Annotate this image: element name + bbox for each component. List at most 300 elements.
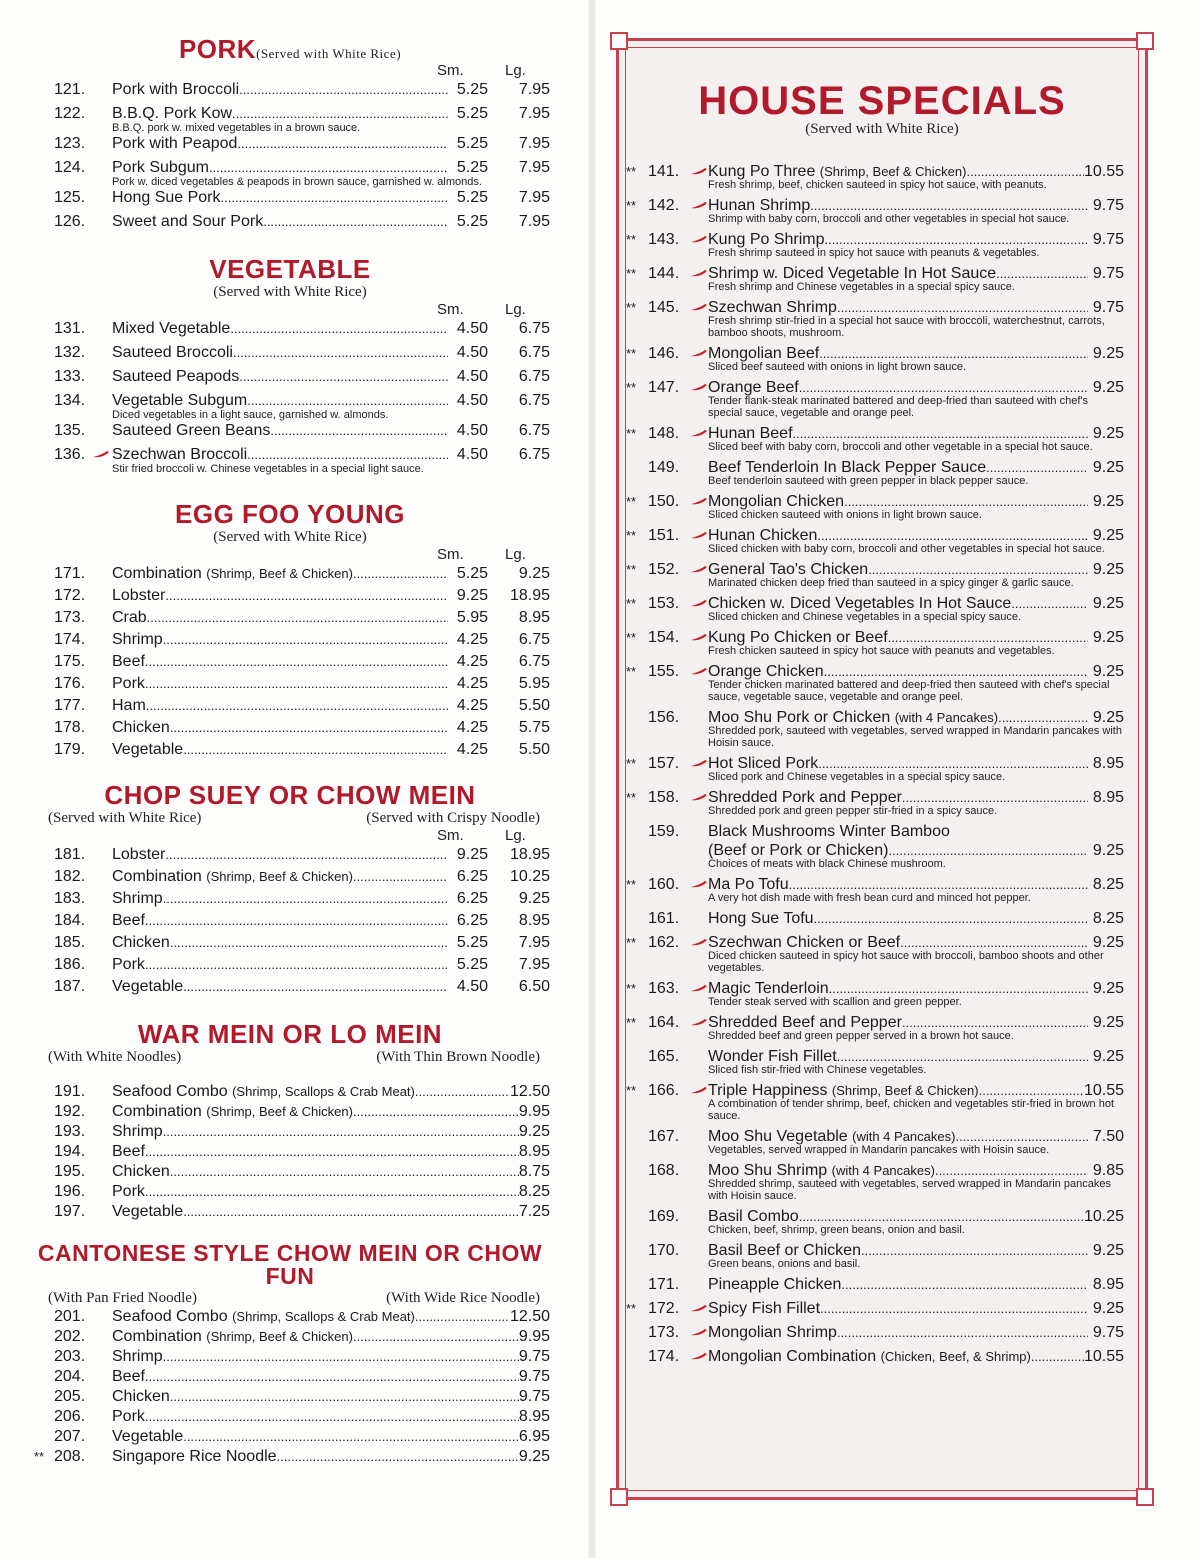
item-number: 174. (648, 1348, 680, 1365)
pork-column-headers (30, 62, 550, 80)
item-body (112, 564, 550, 584)
item-body (708, 264, 1124, 293)
item-name: Pork with Broccoli (112, 81, 240, 98)
item-name: Shrimp (112, 890, 163, 907)
dot-leader (1031, 1347, 1084, 1366)
item-name: Magic Tenderloin (708, 980, 829, 997)
item-line (112, 391, 550, 411)
item-name: Shrimp (112, 1348, 163, 1365)
small-size-header: Sm. (437, 827, 464, 844)
list-item (620, 1299, 1124, 1318)
item-body (112, 718, 550, 738)
item-body (708, 979, 1124, 1008)
item-line (112, 696, 550, 716)
item-body (112, 1082, 550, 1102)
item-price: 12.50 (509, 1083, 550, 1100)
small-price: 4.50 (456, 392, 488, 409)
signature-mark: ** (626, 380, 637, 395)
list-item (620, 594, 1124, 623)
item-name: Beef Tenderloin In Black Pepper Sauce (708, 459, 987, 476)
item-note: (Shrimp, Scallops & Crab Meat) (232, 1309, 415, 1324)
item-body (708, 526, 1124, 555)
list-item (620, 1127, 1124, 1156)
small-size-header: Sm. (437, 301, 464, 318)
item-body (708, 458, 1124, 487)
chili-pepper-icon (690, 303, 708, 311)
item-number: 176. (54, 675, 86, 692)
item-number: 154. (648, 629, 680, 646)
item-body (708, 298, 1124, 339)
item-number: 196. (54, 1183, 86, 1200)
dot-leader (165, 845, 448, 865)
item-name: Spicy Fish Fillet (708, 1300, 821, 1317)
war-mein-subtitle-right: (With Thin Brown Noodle) (376, 1049, 540, 1065)
house-specials-title: HOUSE SPECIALS (698, 79, 1066, 123)
chili-pepper-icon (92, 450, 110, 458)
dot-leader (165, 586, 448, 606)
item-line (112, 608, 550, 628)
item-name: Crab (112, 609, 147, 626)
dot-leader (837, 1323, 1088, 1342)
item-line (708, 1323, 1124, 1342)
item-name: B.B.Q. Pork Kow (112, 105, 233, 122)
item-line (112, 1182, 550, 1202)
item-name: Hot Sliced Pork (708, 755, 819, 772)
list-item (30, 445, 550, 475)
dot-leader (183, 740, 448, 760)
item-body (708, 1347, 1124, 1366)
signature-mark: ** (626, 981, 637, 996)
item-number: 172. (648, 1300, 680, 1317)
item-name: Beef (112, 653, 145, 670)
item-number: 156. (648, 709, 680, 726)
item-body (708, 909, 1124, 928)
large-price: 6.75 (518, 368, 550, 385)
item-body (112, 1327, 550, 1347)
item-description: Fresh shrimp, beef, chicken sauteed in spicy hot sauce, with peanuts. (708, 179, 1047, 191)
page-fold (588, 0, 596, 1558)
item-price: 12.50 (509, 1308, 550, 1325)
large-price: 6.75 (518, 320, 550, 337)
item-price: 8.25 (518, 1183, 550, 1200)
egg-foo-young-title-text: EGG FOO YOUNG (175, 499, 405, 529)
signature-mark: ** (626, 1083, 637, 1098)
list-item (30, 1162, 550, 1182)
item-body (708, 933, 1124, 974)
signature-mark: ** (626, 877, 637, 892)
item-name: Shrimp (112, 1123, 163, 1140)
list-item (30, 586, 550, 608)
item-price: 9.75 (1092, 299, 1124, 316)
item-line (112, 1327, 550, 1347)
chili-pepper-icon (690, 1086, 708, 1094)
item-number: 172. (54, 587, 86, 604)
large-price: 8.95 (518, 912, 550, 929)
small-price: 5.25 (456, 956, 488, 973)
list-item (30, 1327, 550, 1347)
item-body (112, 911, 550, 931)
item-name: Mongolian Beef (708, 345, 820, 362)
item-name: Ma Po Tofu (708, 876, 789, 893)
item-name: Vegetable (112, 1203, 184, 1220)
list-item (30, 391, 550, 421)
list-item (620, 933, 1124, 974)
item-name: Sauteed Green Beans (112, 422, 271, 439)
item-number: 168. (648, 1162, 680, 1179)
item-name: Pork (112, 956, 145, 973)
item-note: (Shrimp, Beef & Chicken) (206, 869, 353, 884)
dot-leader (163, 889, 448, 909)
item-body (112, 158, 550, 188)
item-number: 153. (648, 595, 680, 612)
dot-leader (183, 1427, 519, 1447)
item-number: 162. (648, 934, 680, 951)
item-name: Pork (112, 1183, 145, 1200)
dot-leader (170, 718, 448, 738)
list-item (30, 652, 550, 674)
item-name: Mixed Vegetable (112, 320, 231, 337)
item-note: (Shrimp, Beef & Chicken) (206, 1104, 353, 1119)
small-price: 9.25 (456, 587, 488, 604)
item-name: Moo Shu Shrimp (708, 1162, 828, 1179)
item-number: 192. (54, 1103, 86, 1120)
chili-pepper-icon (690, 565, 708, 573)
egg-foo-young-title (30, 501, 550, 527)
item-line (112, 977, 550, 997)
item-name: Hunan Beef (708, 425, 793, 442)
pork-section (30, 30, 550, 236)
chili-pepper-icon (690, 429, 708, 437)
item-name: Pork (112, 1408, 145, 1425)
item-price: 9.25 (1092, 459, 1124, 476)
item-name: Vegetable Subgum (112, 392, 248, 409)
item-price: 10.55 (1083, 1348, 1124, 1365)
item-body (708, 492, 1124, 521)
list-item (30, 1102, 550, 1122)
item-price: 9.95 (518, 1103, 550, 1120)
large-price: 9.25 (518, 890, 550, 907)
dot-leader (230, 319, 448, 339)
dot-leader (270, 421, 448, 441)
chili-pepper-icon (690, 349, 708, 357)
list-item (620, 788, 1124, 817)
signature-mark: ** (626, 164, 637, 179)
chop-suey-subtitle-left: (Served with White Rice) (48, 810, 202, 826)
item-price: 9.75 (1092, 265, 1124, 282)
item-number: 187. (54, 978, 86, 995)
war-mein-subtitles (30, 1049, 550, 1066)
list-item (30, 1427, 550, 1447)
item-body (112, 1447, 550, 1467)
war-mein-title (30, 1021, 550, 1047)
item-name: Kung Po Three (708, 163, 816, 180)
list-item (30, 696, 550, 718)
item-number: 157. (648, 755, 680, 772)
item-price: 9.25 (1092, 379, 1124, 396)
chili-pepper-icon (690, 759, 708, 767)
dot-leader (277, 1447, 519, 1467)
item-name: Chicken (112, 719, 170, 736)
list-item (620, 1275, 1124, 1294)
item-name: General Tao's Chicken (708, 561, 869, 578)
item-description: Diced chicken sauteed in spicy hot sauce with broccoli, bamboo shoots and other vegetables. (708, 950, 1104, 974)
item-price: 8.95 (518, 1408, 550, 1425)
item-name: Pork Subgum (112, 159, 209, 176)
large-price: 18.95 (509, 587, 550, 604)
item-price: 7.25 (518, 1203, 550, 1220)
item-price: 9.25 (1092, 629, 1124, 646)
item-price: 9.25 (518, 1448, 550, 1465)
list-item (30, 674, 550, 696)
chili-pepper-icon (690, 1018, 708, 1026)
item-description: Shredded beef and green pepper served in a brown hot sauce. (708, 1030, 1014, 1042)
item-number: 125. (54, 189, 86, 206)
small-price: 4.25 (456, 631, 488, 648)
large-size-header: Lg. (505, 827, 526, 844)
cantonese-title (30, 1242, 550, 1288)
large-price: 7.95 (518, 934, 550, 951)
chili-pepper-icon (690, 531, 708, 539)
item-line (112, 845, 550, 865)
war-mein-section (30, 999, 550, 1222)
item-body (708, 708, 1124, 749)
dot-leader (146, 696, 448, 716)
signature-mark: ** (626, 300, 637, 315)
item-number: 204. (54, 1368, 86, 1385)
large-price: 6.75 (518, 446, 550, 463)
item-price: 7.50 (1092, 1128, 1124, 1145)
list-item (30, 911, 550, 933)
item-number: 122. (54, 105, 86, 122)
item-number: 121. (54, 81, 86, 98)
list-item (620, 298, 1124, 339)
item-description: Fresh shrimp sauteed in spicy hot sauce with peanuts & vegetables. (708, 247, 1040, 259)
item-number: 186. (54, 956, 86, 973)
large-price: 7.95 (518, 105, 550, 122)
item-body (112, 367, 550, 387)
dot-leader (170, 1162, 519, 1182)
item-number: 158. (648, 789, 680, 806)
item-line (708, 1275, 1124, 1294)
item-number: 141. (648, 163, 680, 180)
item-line (112, 1307, 550, 1327)
pork-title (30, 36, 550, 62)
item-number: 151. (648, 527, 680, 544)
item-body (112, 445, 550, 475)
item-description: Fresh shrimp and Chinese vegetables in a special spicy sauce. (708, 281, 1015, 293)
signature-mark: ** (626, 1015, 637, 1030)
item-name: Singapore Rice Noodle (112, 1448, 277, 1465)
item-name: Kung Po Shrimp (708, 231, 825, 248)
item-body (708, 1081, 1124, 1122)
list-item (30, 421, 550, 445)
chop-suey-subtitle-right: (Served with Crispy Noodle) (366, 810, 540, 826)
item-body (112, 1367, 550, 1387)
item-price: 8.95 (1092, 755, 1124, 772)
item-body (708, 1047, 1124, 1076)
item-number: 124. (54, 159, 86, 176)
spacer (30, 1066, 550, 1082)
item-body (708, 1241, 1124, 1270)
item-name: Chicken (112, 1388, 170, 1405)
chili-pepper-icon (690, 1328, 708, 1336)
dot-leader (415, 1307, 510, 1327)
list-item (30, 608, 550, 630)
item-line (112, 911, 550, 931)
dot-leader (263, 212, 448, 232)
item-body (708, 162, 1124, 191)
item-price: 9.25 (1092, 561, 1124, 578)
item-body (112, 586, 550, 606)
chop-suey-column-headers (30, 827, 550, 845)
item-body (708, 1013, 1124, 1042)
signature-mark: ** (626, 494, 637, 509)
list-item (30, 188, 550, 212)
item-body (112, 630, 550, 650)
item-body (112, 652, 550, 672)
item-price: 9.75 (1092, 197, 1124, 214)
item-description: Beef tenderloin sauteed with green pepper in black pepper sauce. (708, 475, 1029, 487)
item-note: (Shrimp, Beef & Chicken) (206, 1329, 353, 1344)
item-name: Vegetable (112, 978, 184, 995)
chili-pepper-icon (690, 201, 708, 209)
item-name: Chicken w. Diced Vegetables In Hot Sauce (708, 595, 1012, 612)
list-item (30, 845, 550, 867)
large-price: 8.95 (518, 609, 550, 626)
small-price: 4.50 (456, 978, 488, 995)
large-price: 6.75 (518, 392, 550, 409)
small-price: 5.25 (456, 565, 488, 582)
item-price: 9.85 (1092, 1162, 1124, 1179)
item-number: 134. (54, 392, 86, 409)
item-number: 147. (648, 379, 680, 396)
large-price: 5.75 (518, 719, 550, 736)
item-name: Combination (112, 565, 202, 582)
item-body (112, 674, 550, 694)
item-price: 9.25 (518, 1123, 550, 1140)
list-item (620, 264, 1124, 293)
item-number: 184. (54, 912, 86, 929)
small-price: 6.25 (456, 868, 488, 885)
item-price: 9.25 (1092, 1048, 1124, 1065)
large-price: 7.95 (518, 159, 550, 176)
list-item (30, 1367, 550, 1387)
small-price: 5.25 (456, 213, 488, 230)
egg-foo-young-subtitle: (Served with White Rice) (213, 529, 367, 545)
item-number: 143. (648, 231, 680, 248)
list-item (30, 158, 550, 188)
dot-leader (814, 909, 1088, 928)
cantonese-section (30, 1222, 550, 1467)
item-name: Pork (112, 675, 145, 692)
item-line (112, 319, 550, 339)
item-line (112, 652, 550, 672)
egg-foo-young-section (30, 475, 550, 762)
dot-leader (232, 104, 448, 124)
item-name: Hunan Chicken (708, 527, 818, 544)
item-price: 9.25 (1092, 595, 1124, 612)
item-number: 133. (54, 368, 86, 385)
small-price: 4.25 (456, 719, 488, 736)
item-name: Black Mushrooms Winter Bamboo (708, 823, 950, 840)
item-number: 135. (54, 422, 86, 439)
item-line (708, 1299, 1124, 1318)
item-name: Hunan Shrimp (708, 197, 811, 214)
left-column (30, 30, 550, 1467)
large-price: 9.25 (518, 565, 550, 582)
item-number: 159. (648, 823, 680, 840)
signature-mark: ** (626, 562, 637, 577)
list-item (30, 1407, 550, 1427)
vegetable-section (30, 236, 550, 475)
list-item (620, 909, 1124, 928)
item-name: Shrimp w. Diced Vegetable In Hot Sauce (708, 265, 997, 282)
item-line (112, 1367, 550, 1387)
item-name: Chicken (112, 934, 170, 951)
item-number: 171. (54, 565, 86, 582)
small-size-header: Sm. (437, 546, 464, 563)
small-price: 4.50 (456, 446, 488, 463)
item-price: 8.95 (1092, 1276, 1124, 1293)
item-line (112, 1347, 550, 1367)
item-note: (with 4 Pancakes) (894, 710, 999, 725)
item-description: Chicken, beef, shrimp, green beans, onion and basil. (708, 1224, 965, 1236)
item-line (112, 1122, 550, 1142)
item-number: 145. (648, 299, 680, 316)
dot-leader (163, 1347, 519, 1367)
item-price: 9.95 (518, 1328, 550, 1345)
item-number: 194. (54, 1143, 86, 1160)
dot-leader (841, 1275, 1088, 1294)
item-line (112, 1082, 550, 1102)
item-description: Vegetables, served wrapped in Mandarin pancakes with Hoisin sauce. (708, 1144, 1050, 1156)
item-body (708, 628, 1124, 657)
list-item (620, 754, 1124, 783)
item-number: 170. (648, 1242, 680, 1259)
item-line (112, 867, 550, 887)
list-item (30, 1122, 550, 1142)
small-price: 4.50 (456, 344, 488, 361)
item-number: 161. (648, 910, 680, 927)
signature-mark: ** (626, 528, 637, 543)
list-item (620, 1207, 1124, 1236)
item-number: 152. (648, 561, 680, 578)
item-price: 9.25 (1092, 527, 1124, 544)
item-body (112, 1347, 550, 1367)
list-item (620, 708, 1124, 749)
item-body (112, 1202, 550, 1222)
large-price: 6.75 (518, 344, 550, 361)
list-item (30, 630, 550, 652)
item-line (112, 445, 550, 465)
item-description: B.B.Q. pork w. mixed vegetables in a brown sauce. (112, 122, 361, 134)
item-line (112, 1162, 550, 1182)
dot-leader (353, 1102, 519, 1122)
item-description: Sliced beef with baby corn, broccoli and other vegetable in a special hot sauce. (708, 441, 1093, 453)
list-item (620, 424, 1124, 453)
item-line (112, 586, 550, 606)
chop-suey-title (30, 782, 550, 808)
item-name: Pineapple Chicken (708, 1276, 842, 1293)
large-price: 7.95 (518, 956, 550, 973)
item-name: Sweet and Sour Pork (112, 213, 264, 230)
list-item (620, 979, 1124, 1008)
list-item (30, 1142, 550, 1162)
house-specials-list (620, 162, 1124, 1371)
signature-mark: ** (34, 1449, 45, 1464)
small-price: 5.25 (456, 81, 488, 98)
item-number: 155. (648, 663, 680, 680)
